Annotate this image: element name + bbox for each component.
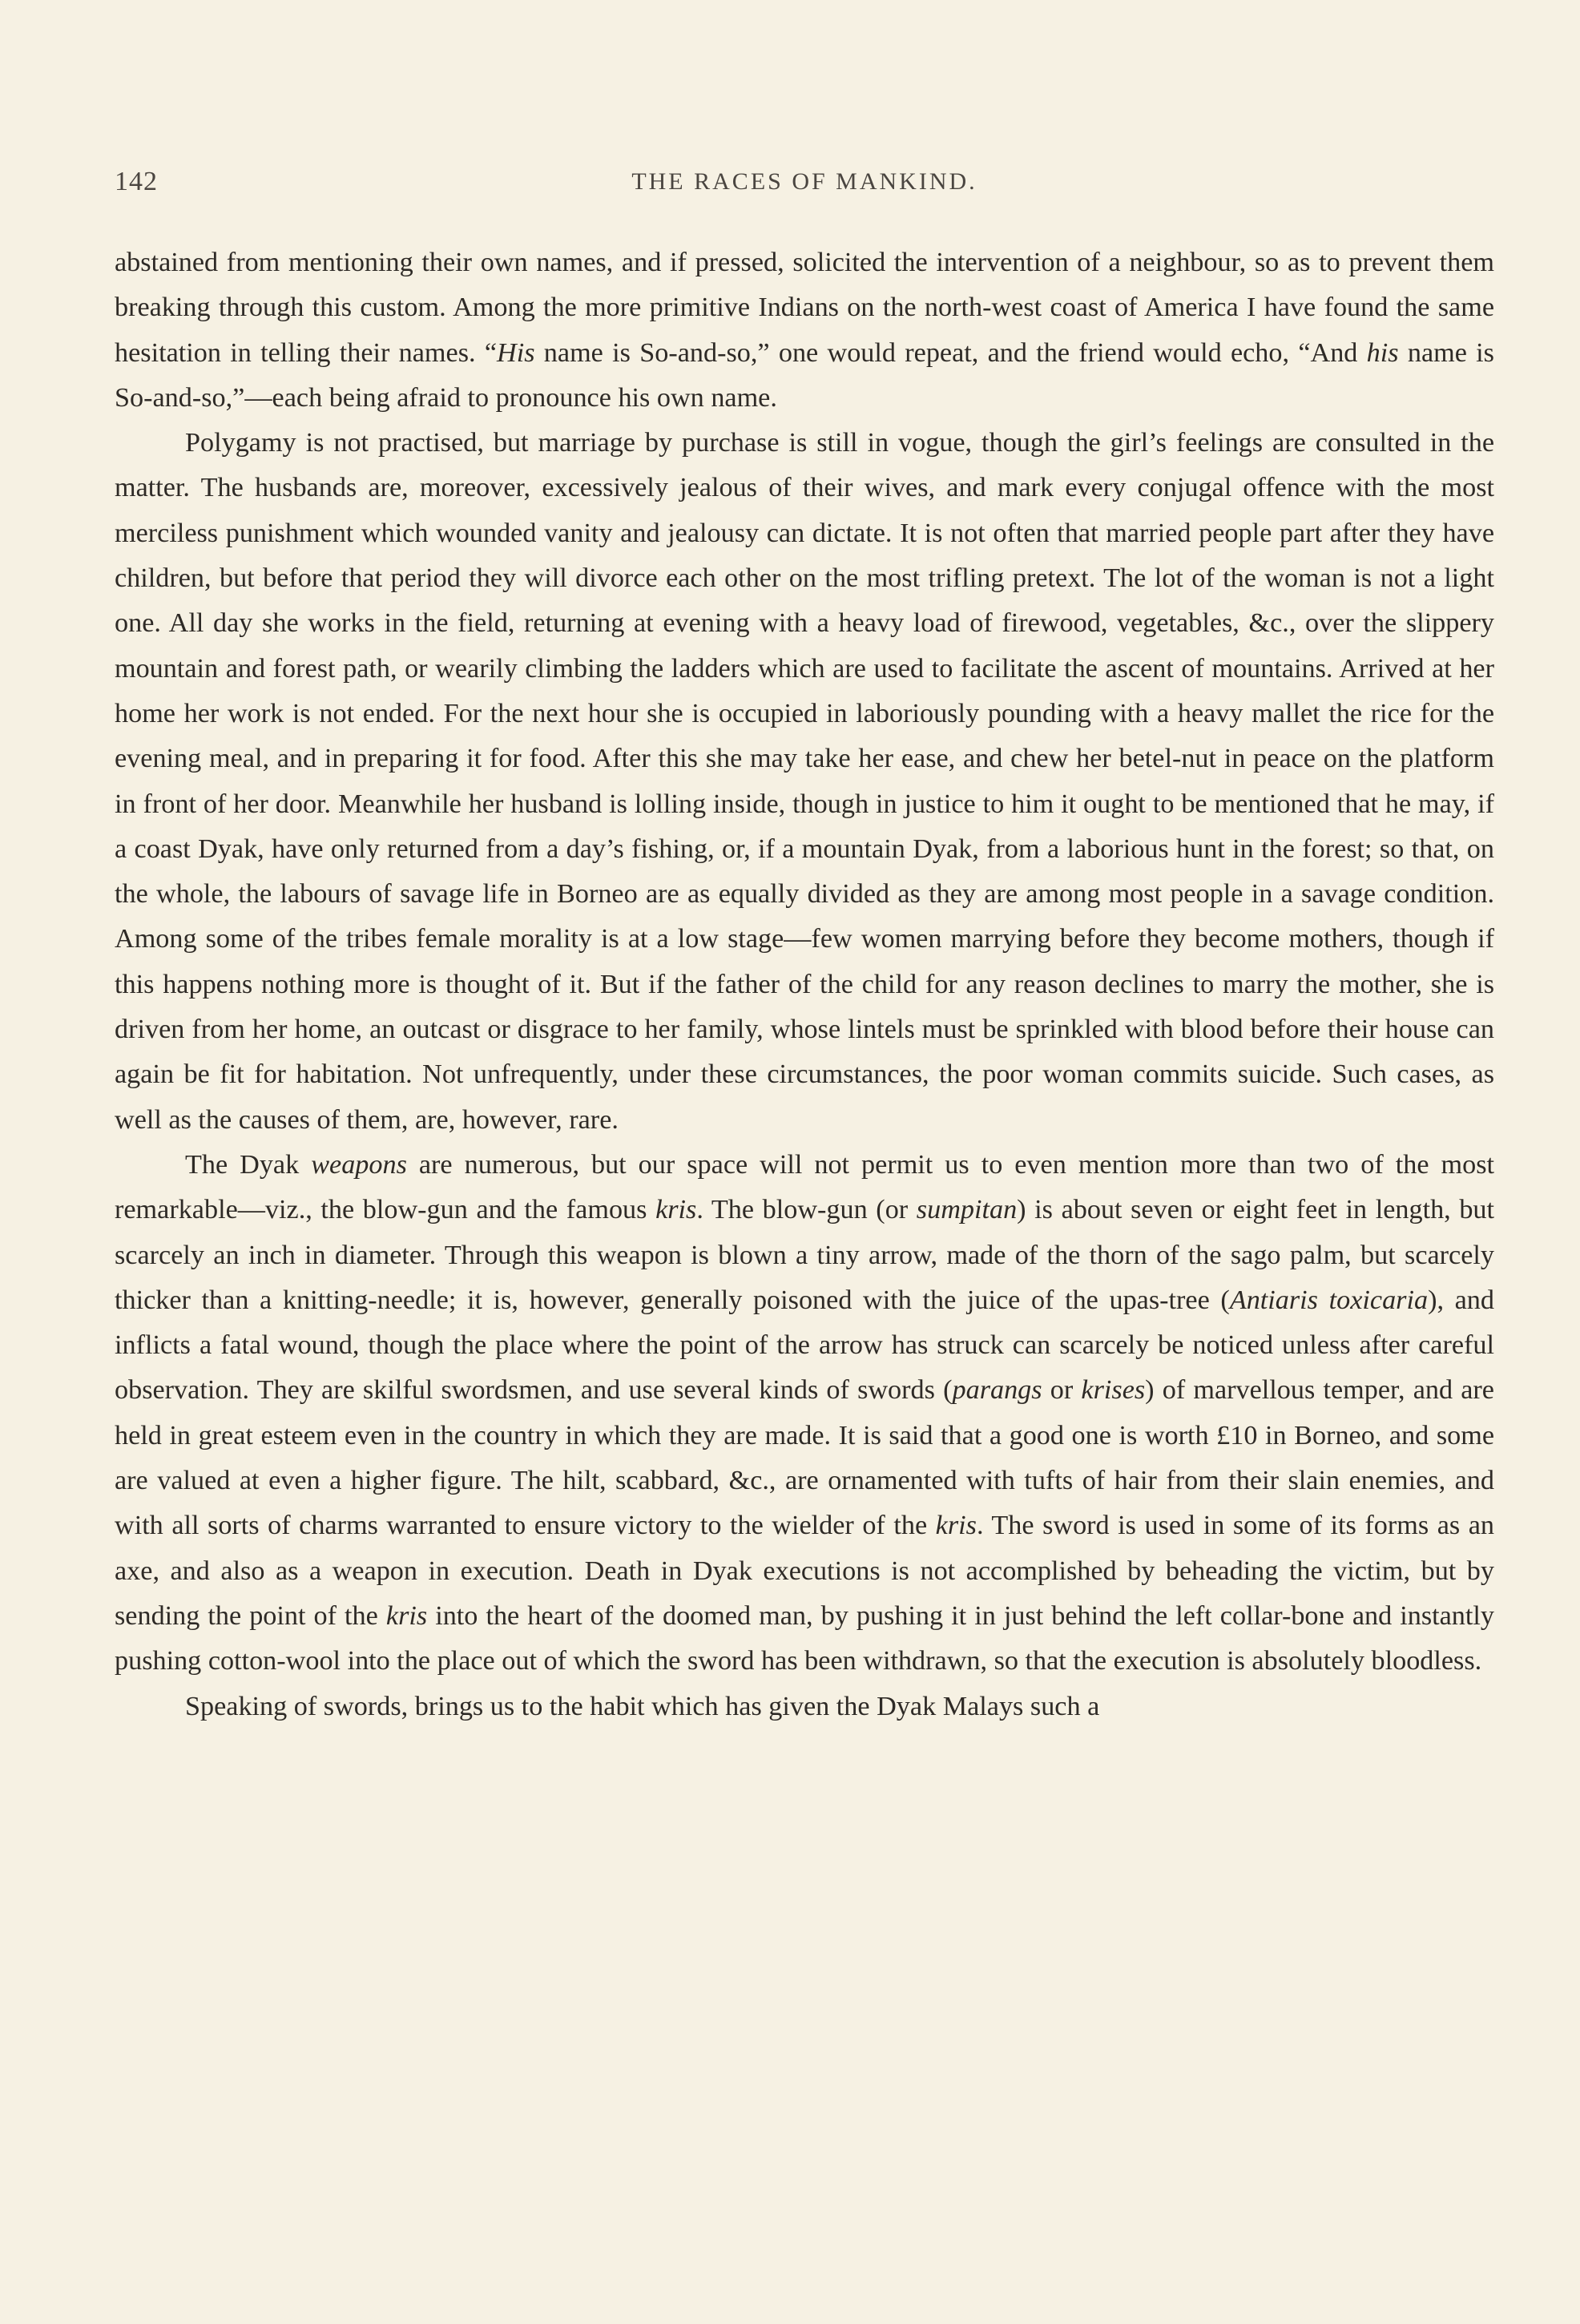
italic-term: krises bbox=[1081, 1375, 1146, 1406]
paragraph bbox=[115, 1684, 1494, 1729]
text-run: ), and inflicts a fatal wound, though the place where the point of the arrow has struck can scarcely be noticed unless after careful observation. They are skilful swordsmen, and use several kinds of swords ( bbox=[115, 1285, 1494, 1406]
italic-term: kris bbox=[935, 1511, 977, 1541]
italic-term: kris bbox=[385, 1600, 428, 1631]
paragraph bbox=[115, 421, 1494, 1143]
running-title: THE RACES OF MANKIND. bbox=[631, 168, 977, 195]
text-run: ) is about seven or eight feet in length, but scarcely an inch in diameter. Through this weapon is blown a tiny arrow, made of the thorn of the sago palm, but scarcely thicker than a knitting-needle; it is, however, generally poisoned with the juice of the upas-tree ( bbox=[115, 1195, 1495, 1315]
text-run: The Dyak bbox=[185, 1149, 312, 1180]
italic-term: his bbox=[1366, 337, 1399, 368]
italic-term: sumpitan bbox=[916, 1195, 1018, 1225]
text-run: . The sword is used in some of its forms as an axe, and also as a weapon in execution. Death in Dyak executions is not accomplished by beheading the victim, but by sending the point of the bbox=[115, 1511, 1494, 1631]
text-run: Polygamy is not practised, but marriage by purchase is still in vogue, though the girl’s feelings are consulted in the matter. The husbands are, moreover, excessively jealous of their wives, and mark every conjugal offence with the most merciless punishment which wounded vanity and jealousy can dictate. It is not often that married people part after they have children, but before that period they will divorce each other on the most trifling pretext. The lot of the woman is not a light one. All day she works in the field, returning at evening with a heavy load of firewood, vegetables, &c., over the slippery mountain and forest path, or wearily climbing the ladders which are used to facilitate the ascent of mountains. Arrived at her home her work is not ended. For the next hour she is occupied in laboriously pounding with a heavy mallet the rice for the evening meal, and in preparing it for food. After this she may take her ease, and chew her betel-nut in peace on the platform in front of her door. Meanwhile her husband is lolling inside, though in justice to him it ought to be mentioned that he may, if a coast Dyak, have only returned from a day’s fishing, or, if a mountain Dyak, from a laborious hunt in the forest; so that, on the whole, the labours of savage life in Borneo are as equally divided as they are among most people in a savage condition. Among some of the tribes female morality is at a low stage—few women marrying before they become mothers, though if this happens nothing more is thought of it. But if the father of the child for any reason declines to marry the mother, she is driven from her home, an outcast or disgrace to her family, whose lintels must be sprinkled with blood before their house can again be fit for habitation. Not unfrequently, under these circumstances, the poor woman commits suicide. Such cases, as well as the causes of them, are, however, rare. bbox=[115, 428, 1494, 1135]
text-run: name is So-and-so,” one would repeat, and the friend would echo, “And bbox=[534, 337, 1367, 368]
text-run: ) of marvellous temper, and are held in great esteem even in the country in which they are made. It is said that a good one is worth £10 in Borneo, and some are valued at even a higher figure. The hilt, scabbard, &c., are ornamented with tufts of hair from their slain enemies, and with all sorts of charms warranted to ensure victory to the wielder of the bbox=[115, 1375, 1494, 1541]
text-run: or bbox=[1042, 1375, 1082, 1406]
page-header bbox=[115, 167, 1494, 207]
text-run: into the heart of the doomed man, by pushing it in just behind the left collar-bone and instantly pushing cotton-wool into the place out of which the sword has been withdrawn, so that the execution is absolutely bloodless. bbox=[115, 1600, 1494, 1676]
text-run: abstained from mentioning their own names, and if pressed, solicited the intervention of a neighbour, so as to prevent them breaking through this custom. Among the more primitive Indians on the north-west coast of America I have found the same hesitation in telling their names. “ bbox=[115, 248, 1494, 368]
paragraph bbox=[115, 240, 1494, 421]
page-number: 142 bbox=[115, 167, 158, 196]
text-run: name is So-and-so,”—each being afraid to pronounce his own name. bbox=[115, 337, 1494, 413]
text-run: Speaking of swords, brings us to the habit which has given the Dyak Malays such a bbox=[185, 1691, 1100, 1721]
text-run: are numerous, but our space will not permit us to even mention more than two of the most remarkable—viz., the blow-gun and the famous bbox=[115, 1149, 1495, 1225]
italic-term: His bbox=[497, 337, 535, 368]
paragraph bbox=[115, 1143, 1494, 1684]
body-text bbox=[115, 240, 1494, 1729]
italic-term: weapons bbox=[311, 1149, 407, 1180]
text-run: . The blow-gun (or bbox=[696, 1195, 917, 1225]
italic-term: Antiaris toxicaria bbox=[1229, 1285, 1429, 1315]
italic-term: kris bbox=[655, 1195, 697, 1225]
italic-term: parangs bbox=[952, 1375, 1042, 1406]
